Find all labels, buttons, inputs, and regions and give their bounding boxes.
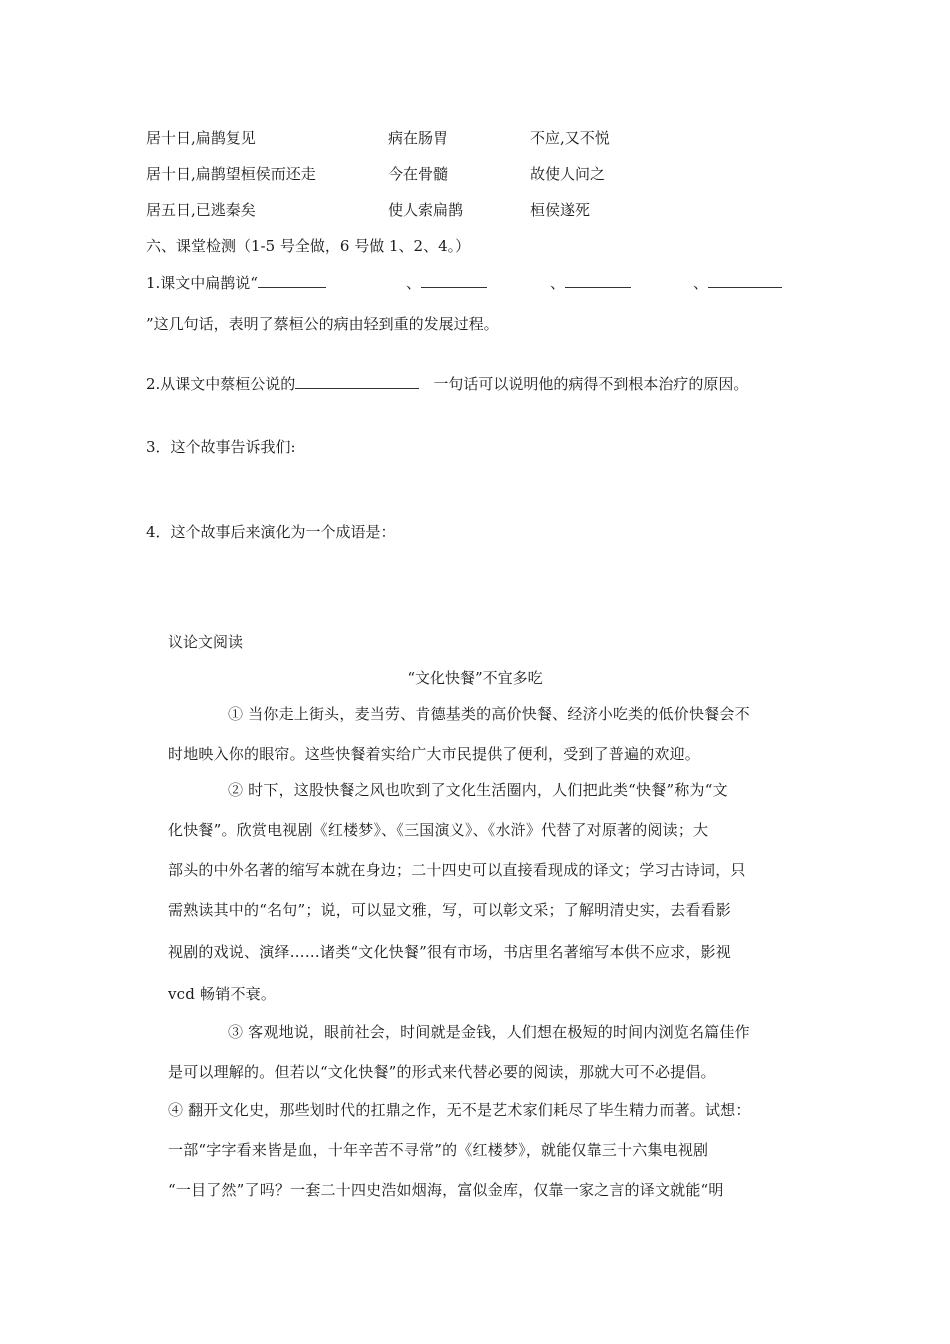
question-1 <box>146 272 782 293</box>
table-cell: 居十日,扁鹊望桓侯而还走 <box>146 165 316 183</box>
answer-blank[interactable] <box>708 273 782 288</box>
article-line: 是可以理解的。但若以“文化快餐”的形式来代替必要的阅读，那就大可不必提倡。 <box>168 1063 716 1081</box>
article-line: vcd 畅销不衰。 <box>168 985 277 1003</box>
article-line: 时地映入你的眼帘。这些快餐着实给广大市民提供了便利，受到了普遍的欢迎。 <box>168 745 701 763</box>
table-cell: 今在骨髓 <box>388 165 449 183</box>
question-2-suffix: 一句话可以说明他的病得不到根本治疗的原因。 <box>433 375 749 393</box>
article-line: “一目了然”了吗？一套二十四史浩如烟海，富似金库，仅靠一家之言的译文就能“明 <box>168 1181 724 1199</box>
question-2 <box>146 373 748 394</box>
table-cell: 故使人问之 <box>530 165 606 183</box>
article-line: 需熟读其中的“名句”；说，可以显文雅，写，可以彰文采；了解明清史实，去看看影 <box>168 901 731 919</box>
article-line: ④ 翻开文化史，那些划时代的扛鼎之作，无不是艺术家们耗尽了毕生精力而著。试想： <box>168 1101 751 1119</box>
separator: 、 <box>405 274 421 292</box>
article-line: 部头的中外名著的缩写本就在身边；二十四史可以直接看现成的译文；学习古诗词，只 <box>168 861 746 879</box>
article-line: 视剧的戏说、演绎……诸类“文化快餐”很有市场，书店里名著缩写本供不应求，影视 <box>168 943 731 961</box>
answer-blank[interactable] <box>258 273 326 288</box>
separator: 、 <box>550 274 566 292</box>
answer-blank[interactable] <box>421 273 487 288</box>
article-line: ③ 客观地说，眼前社会，时间就是金钱，人们想在极短的时间内浏览名篇佳作 <box>228 1023 750 1041</box>
question-4: 4．这个故事后来演化为一个成语是： <box>146 523 396 541</box>
question-1-prefix: 1.课文中扁鹊说“ <box>146 274 258 292</box>
reading-label: 议论文阅读 <box>168 633 244 651</box>
answer-blank[interactable] <box>295 374 419 389</box>
question-2-prefix: 2.从课文中蔡桓公说的 <box>146 375 296 393</box>
article-title: “文化快餐”不宜多吃 <box>407 669 543 687</box>
answer-blank[interactable] <box>565 273 631 288</box>
table-cell: 病在肠胃 <box>388 129 449 147</box>
table-cell: 桓侯遂死 <box>530 201 591 219</box>
separator: 、 <box>693 274 709 292</box>
article-line: 一部“字字看来皆是血，十年辛苦不寻常”的《红楼梦》，就能仅靠三十六集电视剧 <box>168 1141 709 1159</box>
table-cell: 居五日,已逃秦矣 <box>146 201 256 219</box>
question-1-suffix: ”这几句话，表明了蔡桓公的病由轻到重的发展过程。 <box>146 315 499 333</box>
question-3: 3．这个故事告诉我们: <box>146 438 296 456</box>
article-line: ① 当你走上街头，麦当劳、肯德基类的高价快餐、经济小吃类的低价快餐会不 <box>228 705 750 723</box>
section-heading: 六、课堂检测（1-5 号全做，6 号做 1、2、4。） <box>146 237 471 255</box>
article-line: ② 时下，这股快餐之风也吹到了文化生活圈内，人们把此类“快餐”称为“文 <box>228 781 728 799</box>
table-cell: 使人索扁鹊 <box>388 201 464 219</box>
article-line: 化快餐”。欣赏电视剧《红楼梦》、《三国演义》、《水浒》代替了对原著的阅读；大 <box>168 821 709 839</box>
table-cell: 居十日,扁鹊复见 <box>146 129 256 147</box>
table-cell: 不应,又不悦 <box>530 129 610 147</box>
